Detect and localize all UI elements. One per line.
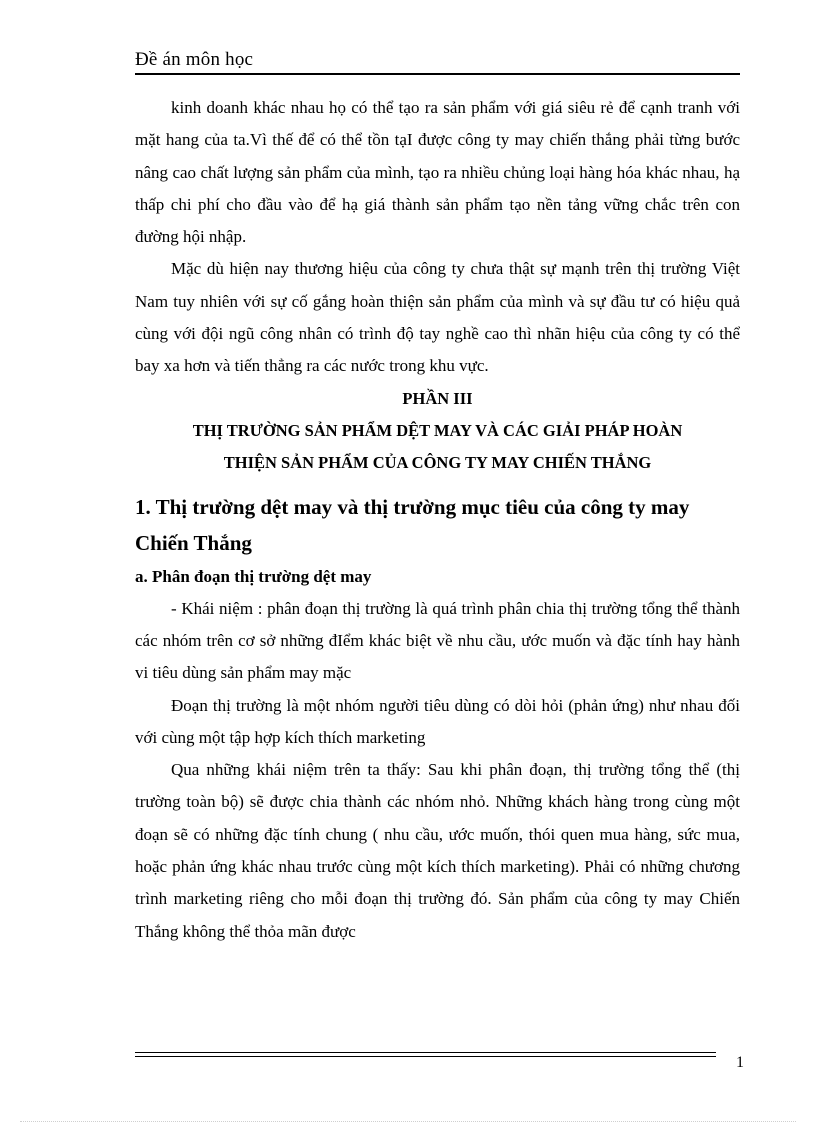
page-header-title: Đề án môn học: [135, 49, 254, 70]
page-number: 1: [736, 1054, 744, 1071]
section-title-line: THIỆN SẢN PHẨM CỦA CÔNG TY MAY CHIẾN THẮNG: [223, 452, 652, 472]
section-title-line: THỊ TRƯỜNG SẢN PHẨM DỆT MAY VÀ CÁC GIẢI PHÁP HOÀN: [192, 420, 683, 440]
paragraph: Qua những khái niệm trên ta thấy: Sau khi phân đoạn, thị trường tổng thể (thị trường toàn bộ) sẽ được chia thành các nhóm nhỏ. Những khách hàng trong cùng một đoạn sẽ có những đặc tính chung ( nhu cầu, ước muốn, thói quen mua hàng, sức mua, hoặc phản ứng khác nhau trước cùng một kích thích marketing). Phải có những chương trình marketing riêng cho mỗi đoạn thị trường đó. Sản phẩm của công ty may Chiến Thắng không thể thỏa mãn được: [135, 760, 740, 941]
footer-divider-bottom: [135, 1056, 716, 1057]
heading-1: 1. Thị trường dệt may và thị trường mục tiêu của công ty may Chiến Thắng: [135, 494, 690, 555]
paragraph: Đoạn thị trường là một nhóm người tiêu dùng có dòi hỏi (phản ứng) như nhau đối với cùng một tập hợp kích thích marketing: [135, 695, 740, 747]
page-edge: [20, 1121, 796, 1122]
footer-divider-top: [135, 1052, 716, 1053]
paragraph: kinh doanh khác nhau họ có thể tạo ra sản phẩm với giá siêu rẻ để cạnh tranh với mặt hang của ta.Vì thế để có thể tồn tạI được công ty may chiến thắng phải từng bước nâng cao chất lượng sản phẩm của mình, tạo ra nhiều chủng loại hàng hóa khác nhau, hạ thấp chi phí cho đầu vào để hạ giá thành sản phẩm tạo nền tảng vững chắc trên con đường hội nhập.: [135, 98, 740, 247]
header-divider: [135, 73, 740, 75]
paragraph: Mặc dù hiện nay thương hiệu của công ty chưa thật sự mạnh trên thị trường Việt Nam tuy nhiên với sự cố gắng hoàn thiện sản phẩm của mình và sự đầu tư có hiệu quả cùng với đội ngũ công nhân có trình độ tay nghề cao thì nhãn hiệu của công ty có thể bay xa hơn và tiến thẳng ra các nước trong khu vực.: [135, 259, 740, 376]
page-content: [135, 92, 740, 948]
section-label: PHẦN III: [402, 388, 473, 408]
heading-2: a. Phân đoạn thị trường dệt may: [135, 566, 372, 586]
paragraph: - Khái niệm : phân đoạn thị trường là quá trình phân chia thị trường tổng thể thành các nhóm trên cơ sở những đIểm khác biệt về nhu cầu, ước muốn và đặc tính hay hành vi tiêu dùng sản phẩm may mặc: [135, 598, 740, 683]
